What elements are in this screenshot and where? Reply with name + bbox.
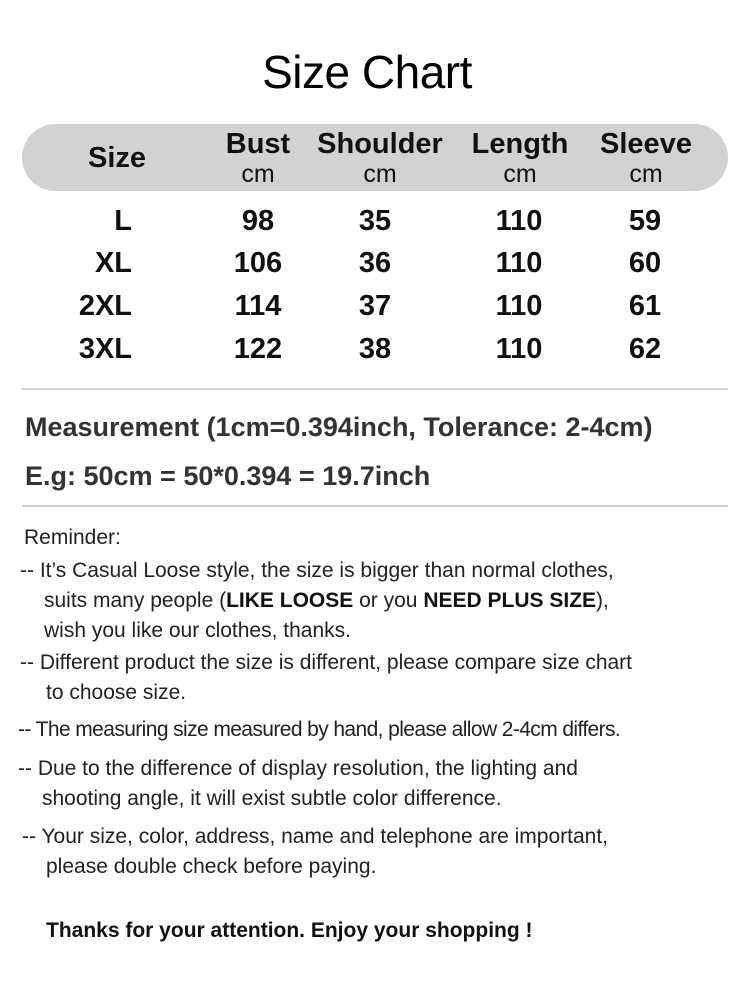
size-cell: 3XL [78,333,132,365]
sleeve-cell: 62 [628,333,662,365]
like-loose-emphasis: LIKE LOOSE [226,589,354,612]
size-column-header: Size [87,142,147,174]
table-row [0,242,750,284]
shoulder-cell: 37 [358,290,392,322]
bust-cell: 114 [234,290,282,322]
shoulder-cell: 38 [358,333,392,365]
reminder-item [18,754,738,814]
size-cell: 2XL [78,290,132,322]
length-cell: 110 [495,205,543,237]
sleeve-header-unit: cm [629,160,663,188]
length-cell: 110 [495,333,543,365]
closing-message: Thanks for your attention. Enjoy your shopping ! [46,919,533,942]
sleeve-column-header [588,128,704,188]
reminder-text: -- The measuring size measured by hand, please allow 2-4cm differs. [18,718,621,741]
length-header-label: Length [471,128,569,160]
reminder-text [20,586,740,616]
shoulder-header-unit: cm [363,160,397,188]
measurement-note: Measurement (1cm=0.394inch, Tolerance: 2-4cm) [25,412,653,442]
sleeve-header-label: Sleeve [600,128,692,160]
reminder-text-segment: or you [353,589,424,612]
shoulder-column-header [310,128,450,188]
page-title: Size Chart [262,46,472,98]
divider [22,505,728,507]
shoulder-cell: 35 [358,205,392,237]
table-row [0,328,750,370]
table-row [0,285,750,327]
length-column-header [460,128,580,188]
bust-column-header [206,128,310,188]
reminder-text: shooting angle, it will exist subtle color difference. [42,787,502,810]
bust-header-label: Bust [225,128,291,160]
length-cell: 110 [495,290,543,322]
reminder-text: please double check before paying. [46,855,377,878]
divider [22,388,728,390]
reminder-heading: Reminder: [24,526,121,549]
shoulder-cell: 36 [358,247,392,279]
shoulder-header-label: Shoulder [317,128,443,160]
size-cell: L [114,205,132,237]
length-header-unit: cm [503,160,537,188]
reminder-text: -- Your size, color, address, name and telephone are important, [22,825,609,848]
reminder-text: -- It’s Casual Loose style, the size is bigger than normal clothes, [20,559,614,582]
reminder-text-segment: ), [596,589,609,612]
reminder-text: to choose size. [46,681,187,704]
reminder-text: -- Different product the size is different, please compare size chart [20,651,633,674]
reminder-item [20,648,740,708]
size-cell: XL [94,247,132,279]
reminder-item [22,822,742,882]
conversion-example: E.g: 50cm = 50*0.394 = 19.7inch [25,461,431,491]
table-row [0,200,750,242]
sleeve-cell: 61 [628,290,662,322]
bust-cell: 98 [241,205,275,237]
bust-header-unit: cm [241,160,275,188]
reminder-text: wish you like our clothes, thanks. [44,619,351,642]
plus-size-emphasis: NEED PLUS SIZE [423,589,597,612]
length-cell: 110 [495,247,543,279]
sleeve-cell: 60 [628,247,662,279]
reminder-item [18,715,738,745]
reminder-text-segment: suits many people ( [44,589,227,612]
reminder-item [20,556,740,646]
bust-cell: 106 [233,247,283,279]
reminder-text: -- Due to the difference of display resolution, the lighting and [18,757,578,780]
sleeve-cell: 59 [628,205,662,237]
bust-cell: 122 [233,333,283,365]
